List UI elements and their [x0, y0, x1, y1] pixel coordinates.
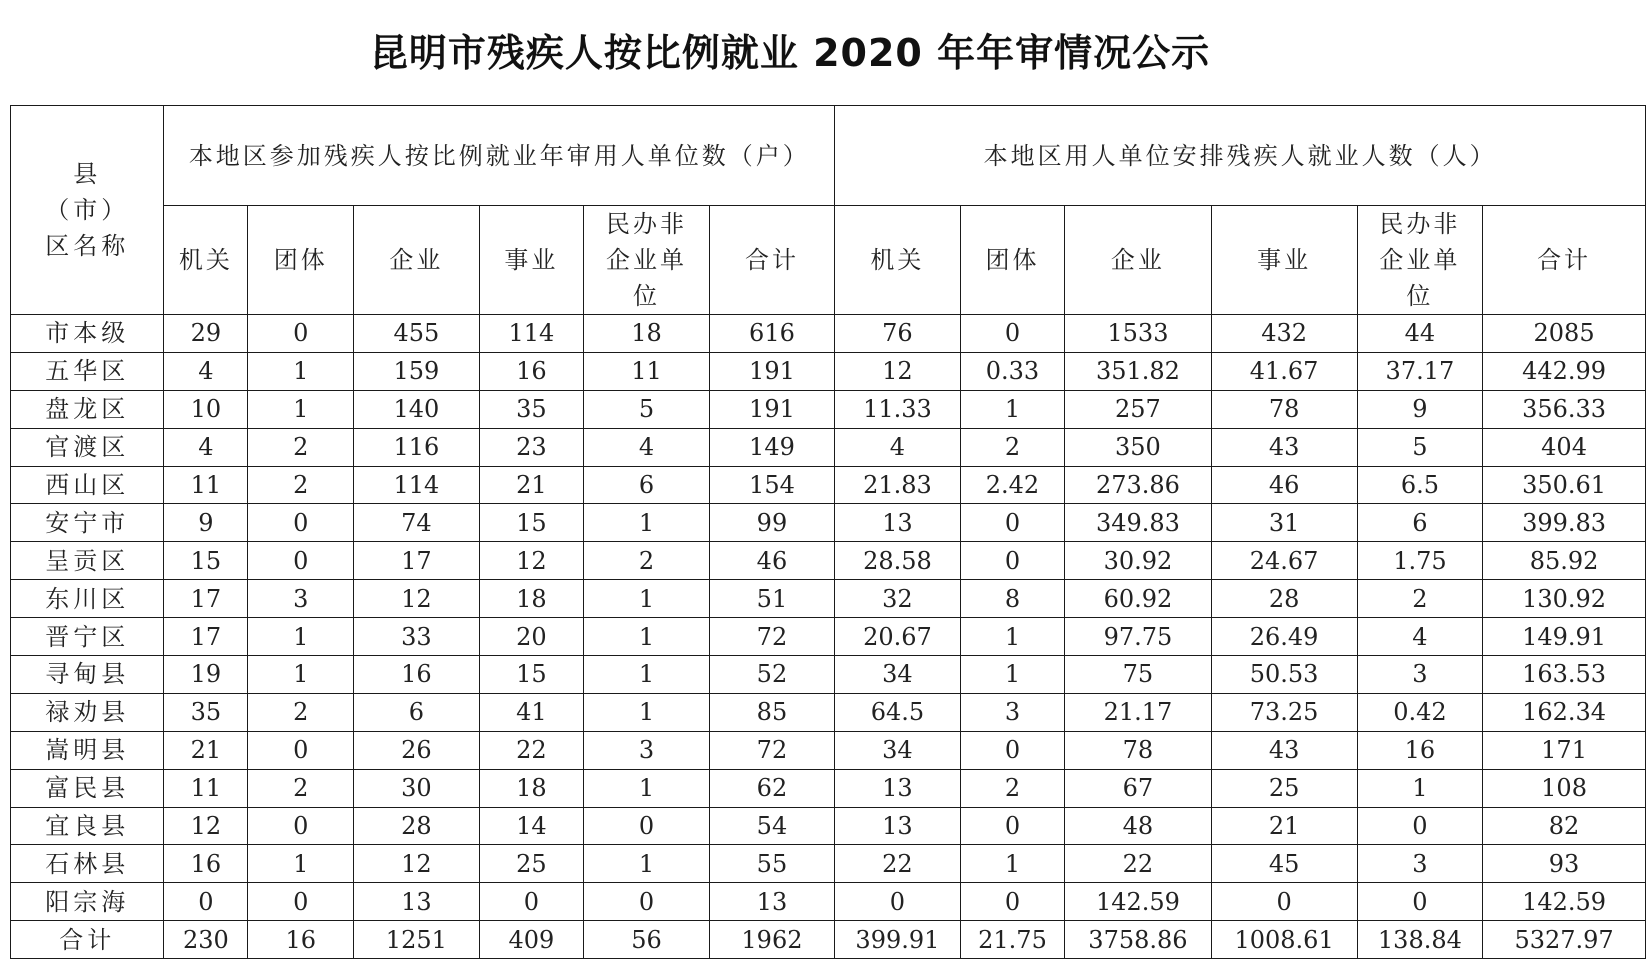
- table-cell: 26.49: [1211, 618, 1357, 656]
- table-cell: 15: [479, 504, 584, 542]
- table-cell: 25: [479, 845, 584, 883]
- table-cell: 0: [960, 807, 1065, 845]
- table-cell: 6.5: [1357, 466, 1482, 504]
- table-cell: 22: [1065, 845, 1211, 883]
- table-row: [11, 618, 1646, 656]
- table-row: [11, 315, 1646, 353]
- table-cell: 163.53: [1483, 656, 1646, 694]
- col-header: 事业: [479, 206, 584, 315]
- table-cell: 442.99: [1483, 352, 1646, 390]
- col-header: 机关: [835, 206, 960, 315]
- table-cell: 30.92: [1065, 542, 1211, 580]
- table-row: [11, 352, 1646, 390]
- table-cell: 22: [835, 845, 960, 883]
- table-cell: 3: [1357, 845, 1482, 883]
- table-cell: 114: [479, 315, 584, 353]
- table-cell: 12: [479, 542, 584, 580]
- region-name-cell: 阳宗海: [11, 883, 164, 921]
- table-row: [11, 504, 1646, 542]
- table-cell: 2: [248, 466, 354, 504]
- table-cell: 0.33: [960, 352, 1065, 390]
- table-cell: 2: [960, 769, 1065, 807]
- table-cell: 11: [584, 352, 709, 390]
- table-cell: 10: [164, 390, 248, 428]
- table-cell: 1962: [709, 921, 835, 959]
- table-cell: 1: [960, 656, 1065, 694]
- table-cell: 15: [164, 542, 248, 580]
- table-cell: 62: [709, 769, 835, 807]
- table-cell: 41.67: [1211, 352, 1357, 390]
- table-cell: 0: [960, 315, 1065, 353]
- table-cell: 108: [1483, 769, 1646, 807]
- table-cell: 21.17: [1065, 693, 1211, 731]
- table-cell: 191: [709, 390, 835, 428]
- table-cell: 1008.61: [1211, 921, 1357, 959]
- table-cell: 85.92: [1483, 542, 1646, 580]
- region-name-cell: 嵩明县: [11, 731, 164, 769]
- table-cell: 1: [960, 390, 1065, 428]
- table-cell: 116: [354, 428, 479, 466]
- table-cell: 356.33: [1483, 390, 1646, 428]
- table-cell: 16: [354, 656, 479, 694]
- table-cell: 97.75: [1065, 618, 1211, 656]
- table-cell: 28.58: [835, 542, 960, 580]
- table-cell: 21.83: [835, 466, 960, 504]
- table-cell: 12: [835, 352, 960, 390]
- table-cell: 11: [164, 466, 248, 504]
- table-cell: 13: [835, 807, 960, 845]
- region-name-cell: 市本级: [11, 315, 164, 353]
- table-cell: 85: [709, 693, 835, 731]
- table-cell: 76: [835, 315, 960, 353]
- table-cell: 64.5: [835, 693, 960, 731]
- table-cell: 3: [248, 580, 354, 618]
- table-cell: 99: [709, 504, 835, 542]
- table-cell: 1: [960, 618, 1065, 656]
- table-cell: 1: [248, 845, 354, 883]
- table-cell: 0: [248, 542, 354, 580]
- table-cell: 273.86: [1065, 466, 1211, 504]
- table-cell: 0: [248, 807, 354, 845]
- table-cell: 159: [354, 352, 479, 390]
- region-name-cell: 寻甸县: [11, 656, 164, 694]
- col-header: 企业: [1065, 206, 1211, 315]
- table-cell: 73.25: [1211, 693, 1357, 731]
- region-name-cell: 官渡区: [11, 428, 164, 466]
- table-cell: 4: [164, 428, 248, 466]
- table-cell: 30: [354, 769, 479, 807]
- table-cell: 12: [354, 580, 479, 618]
- table-cell: 75: [1065, 656, 1211, 694]
- table-cell: 1: [584, 656, 709, 694]
- table-cell: 35: [479, 390, 584, 428]
- col-header: 团体: [960, 206, 1065, 315]
- table-cell: 0: [248, 315, 354, 353]
- region-name-cell: 富民县: [11, 769, 164, 807]
- table-row: [11, 921, 1646, 959]
- table-cell: 1: [584, 504, 709, 542]
- table-cell: 6: [354, 693, 479, 731]
- table-cell: 16: [1357, 731, 1482, 769]
- table-cell: 1: [584, 580, 709, 618]
- region-name-cell: 西山区: [11, 466, 164, 504]
- region-name-cell: 宜良县: [11, 807, 164, 845]
- table-cell: 0: [1357, 807, 1482, 845]
- table-cell: 2: [248, 693, 354, 731]
- table-row: [11, 693, 1646, 731]
- table-row: [11, 466, 1646, 504]
- table-cell: 24.67: [1211, 542, 1357, 580]
- units-group-header: 本地区参加残疾人按比例就业年审用人单位数（户）: [164, 106, 835, 206]
- table-cell: 2085: [1483, 315, 1646, 353]
- table-cell: 21.75: [960, 921, 1065, 959]
- table-cell: 19: [164, 656, 248, 694]
- col-header: 机关: [164, 206, 248, 315]
- table-row: [11, 580, 1646, 618]
- table-cell: 140: [354, 390, 479, 428]
- region-name-cell: 晋宁区: [11, 618, 164, 656]
- table-cell: 1.75: [1357, 542, 1482, 580]
- table-row: [11, 883, 1646, 921]
- table-cell: 257: [1065, 390, 1211, 428]
- table-cell: 1: [584, 845, 709, 883]
- employment-table: [10, 105, 1646, 959]
- table-cell: 52: [709, 656, 835, 694]
- table-cell: 149.91: [1483, 618, 1646, 656]
- table-cell: 0: [960, 542, 1065, 580]
- table-cell: 1: [960, 845, 1065, 883]
- table-cell: 149: [709, 428, 835, 466]
- table-cell: 2: [248, 769, 354, 807]
- table-cell: 14: [479, 807, 584, 845]
- table-cell: 0: [248, 731, 354, 769]
- table-row: [11, 428, 1646, 466]
- table-cell: 6: [1357, 504, 1482, 542]
- table-cell: 2: [1357, 580, 1482, 618]
- table-cell: 16: [248, 921, 354, 959]
- table-cell: 6: [584, 466, 709, 504]
- table-cell: 45: [1211, 845, 1357, 883]
- table-cell: 3: [1357, 656, 1482, 694]
- table-cell: 0: [960, 731, 1065, 769]
- col-header: 民办非企业单位: [584, 206, 709, 315]
- table-cell: 20.67: [835, 618, 960, 656]
- people-group-header: 本地区用人单位安排残疾人就业人数（人）: [835, 106, 1646, 206]
- table-cell: 35: [164, 693, 248, 731]
- table-cell: 28: [354, 807, 479, 845]
- table-cell: 22: [479, 731, 584, 769]
- table-cell: 2: [584, 542, 709, 580]
- table-cell: 20: [479, 618, 584, 656]
- table-cell: 616: [709, 315, 835, 353]
- table-cell: 4: [584, 428, 709, 466]
- table-row: [11, 807, 1646, 845]
- table-cell: 0: [1357, 883, 1482, 921]
- table-cell: 50.53: [1211, 656, 1357, 694]
- table-cell: 32: [835, 580, 960, 618]
- table-cell: 41: [479, 693, 584, 731]
- table-cell: 8: [960, 580, 1065, 618]
- table-cell: 48: [1065, 807, 1211, 845]
- table-cell: 17: [164, 580, 248, 618]
- table-cell: 23: [479, 428, 584, 466]
- table-cell: 5327.97: [1483, 921, 1646, 959]
- table-cell: 1251: [354, 921, 479, 959]
- table-cell: 455: [354, 315, 479, 353]
- table-cell: 349.83: [1065, 504, 1211, 542]
- table-cell: 350.61: [1483, 466, 1646, 504]
- table-cell: 171: [1483, 731, 1646, 769]
- table-cell: 0: [1211, 883, 1357, 921]
- region-name-cell: 合计: [11, 921, 164, 959]
- table-cell: 72: [709, 731, 835, 769]
- page-title: 昆明市残疾人按比例就业 2020 年年审情况公示: [369, 31, 1211, 75]
- table-cell: 13: [835, 504, 960, 542]
- table-cell: 46: [1211, 466, 1357, 504]
- table-cell: 13: [354, 883, 479, 921]
- table-cell: 1: [1357, 769, 1482, 807]
- table-cell: 404: [1483, 428, 1646, 466]
- table-cell: 154: [709, 466, 835, 504]
- table-cell: 432: [1211, 315, 1357, 353]
- table-cell: 34: [835, 656, 960, 694]
- table-cell: 46: [709, 542, 835, 580]
- table-cell: 78: [1211, 390, 1357, 428]
- table-cell: 21: [479, 466, 584, 504]
- region-name-cell: 东川区: [11, 580, 164, 618]
- table-cell: 0: [584, 883, 709, 921]
- table-cell: 21: [164, 731, 248, 769]
- table-cell: 0: [164, 883, 248, 921]
- table-cell: 34: [835, 731, 960, 769]
- table-cell: 142.59: [1483, 883, 1646, 921]
- col-header: 合计: [709, 206, 835, 315]
- table-cell: 43: [1211, 428, 1357, 466]
- table-cell: 0: [960, 504, 1065, 542]
- table-cell: 1: [248, 618, 354, 656]
- table-cell: 2: [960, 428, 1065, 466]
- table-cell: 18: [479, 769, 584, 807]
- table-cell: 1: [248, 656, 354, 694]
- table-cell: 55: [709, 845, 835, 883]
- region-name-cell: 盘龙区: [11, 390, 164, 428]
- table-cell: 142.59: [1065, 883, 1211, 921]
- table-cell: 56: [584, 921, 709, 959]
- table-row: [11, 769, 1646, 807]
- col-header: 团体: [248, 206, 354, 315]
- table-cell: 12: [354, 845, 479, 883]
- table-cell: 67: [1065, 769, 1211, 807]
- table-row: [11, 542, 1646, 580]
- table-cell: 9: [1357, 390, 1482, 428]
- table-cell: 1533: [1065, 315, 1211, 353]
- table-cell: 351.82: [1065, 352, 1211, 390]
- table-cell: 37.17: [1357, 352, 1482, 390]
- table-cell: 26: [354, 731, 479, 769]
- table-cell: 17: [354, 542, 479, 580]
- table-cell: 18: [479, 580, 584, 618]
- table-cell: 0: [248, 883, 354, 921]
- table-cell: 1: [248, 390, 354, 428]
- region-name-cell: 呈贡区: [11, 542, 164, 580]
- table-cell: 18: [584, 315, 709, 353]
- col-header: 合计: [1483, 206, 1646, 315]
- table-cell: 130.92: [1483, 580, 1646, 618]
- table-cell: 74: [354, 504, 479, 542]
- table-cell: 162.34: [1483, 693, 1646, 731]
- table-cell: 4: [1357, 618, 1482, 656]
- table-cell: 17: [164, 618, 248, 656]
- table-row: [11, 845, 1646, 883]
- table-cell: 191: [709, 352, 835, 390]
- table-cell: 11: [164, 769, 248, 807]
- table-cell: 0: [479, 883, 584, 921]
- table-cell: 1: [584, 769, 709, 807]
- table-cell: 29: [164, 315, 248, 353]
- table-cell: 2: [248, 428, 354, 466]
- table-cell: 16: [164, 845, 248, 883]
- table-cell: 3758.86: [1065, 921, 1211, 959]
- table-cell: 0: [584, 807, 709, 845]
- region-name-cell: 安宁市: [11, 504, 164, 542]
- table-cell: 1: [248, 352, 354, 390]
- table-cell: 399.83: [1483, 504, 1646, 542]
- table-row: [11, 656, 1646, 694]
- table-cell: 28: [1211, 580, 1357, 618]
- table-cell: 230: [164, 921, 248, 959]
- table-cell: 82: [1483, 807, 1646, 845]
- table-cell: 0.42: [1357, 693, 1482, 731]
- region-name-header: 县（市）区名称: [11, 106, 164, 315]
- table-cell: 33: [354, 618, 479, 656]
- table-cell: 54: [709, 807, 835, 845]
- table-cell: 9: [164, 504, 248, 542]
- table-cell: 78: [1065, 731, 1211, 769]
- table-cell: 44: [1357, 315, 1482, 353]
- col-header: 企业: [354, 206, 479, 315]
- table-cell: 5: [1357, 428, 1482, 466]
- table-cell: 1: [584, 693, 709, 731]
- col-header: 事业: [1211, 206, 1357, 315]
- table-cell: 0: [960, 883, 1065, 921]
- table-cell: 13: [709, 883, 835, 921]
- table-cell: 138.84: [1357, 921, 1482, 959]
- region-name-cell: 禄劝县: [11, 693, 164, 731]
- table-cell: 1: [584, 618, 709, 656]
- col-header: 民办非企业单位: [1357, 206, 1482, 315]
- table-row: [11, 390, 1646, 428]
- table-cell: 93: [1483, 845, 1646, 883]
- region-name-cell: 石林县: [11, 845, 164, 883]
- table-cell: 114: [354, 466, 479, 504]
- table-cell: 399.91: [835, 921, 960, 959]
- table-cell: 12: [164, 807, 248, 845]
- region-name-cell: 五华区: [11, 352, 164, 390]
- table-cell: 72: [709, 618, 835, 656]
- table-cell: 3: [584, 731, 709, 769]
- table-cell: 25: [1211, 769, 1357, 807]
- table-cell: 11.33: [835, 390, 960, 428]
- table-cell: 51: [709, 580, 835, 618]
- table-cell: 21: [1211, 807, 1357, 845]
- table-cell: 3: [960, 693, 1065, 731]
- table-cell: 16: [479, 352, 584, 390]
- table-cell: 43: [1211, 731, 1357, 769]
- table-cell: 4: [164, 352, 248, 390]
- table-cell: 0: [248, 504, 354, 542]
- table-cell: 13: [835, 769, 960, 807]
- table-cell: 409: [479, 921, 584, 959]
- table-cell: 4: [835, 428, 960, 466]
- table-cell: 31: [1211, 504, 1357, 542]
- table-cell: 2.42: [960, 466, 1065, 504]
- table-cell: 15: [479, 656, 584, 694]
- table-cell: 60.92: [1065, 580, 1211, 618]
- table-cell: 0: [835, 883, 960, 921]
- table-cell: 350: [1065, 428, 1211, 466]
- table-row: [11, 731, 1646, 769]
- table-cell: 5: [584, 390, 709, 428]
